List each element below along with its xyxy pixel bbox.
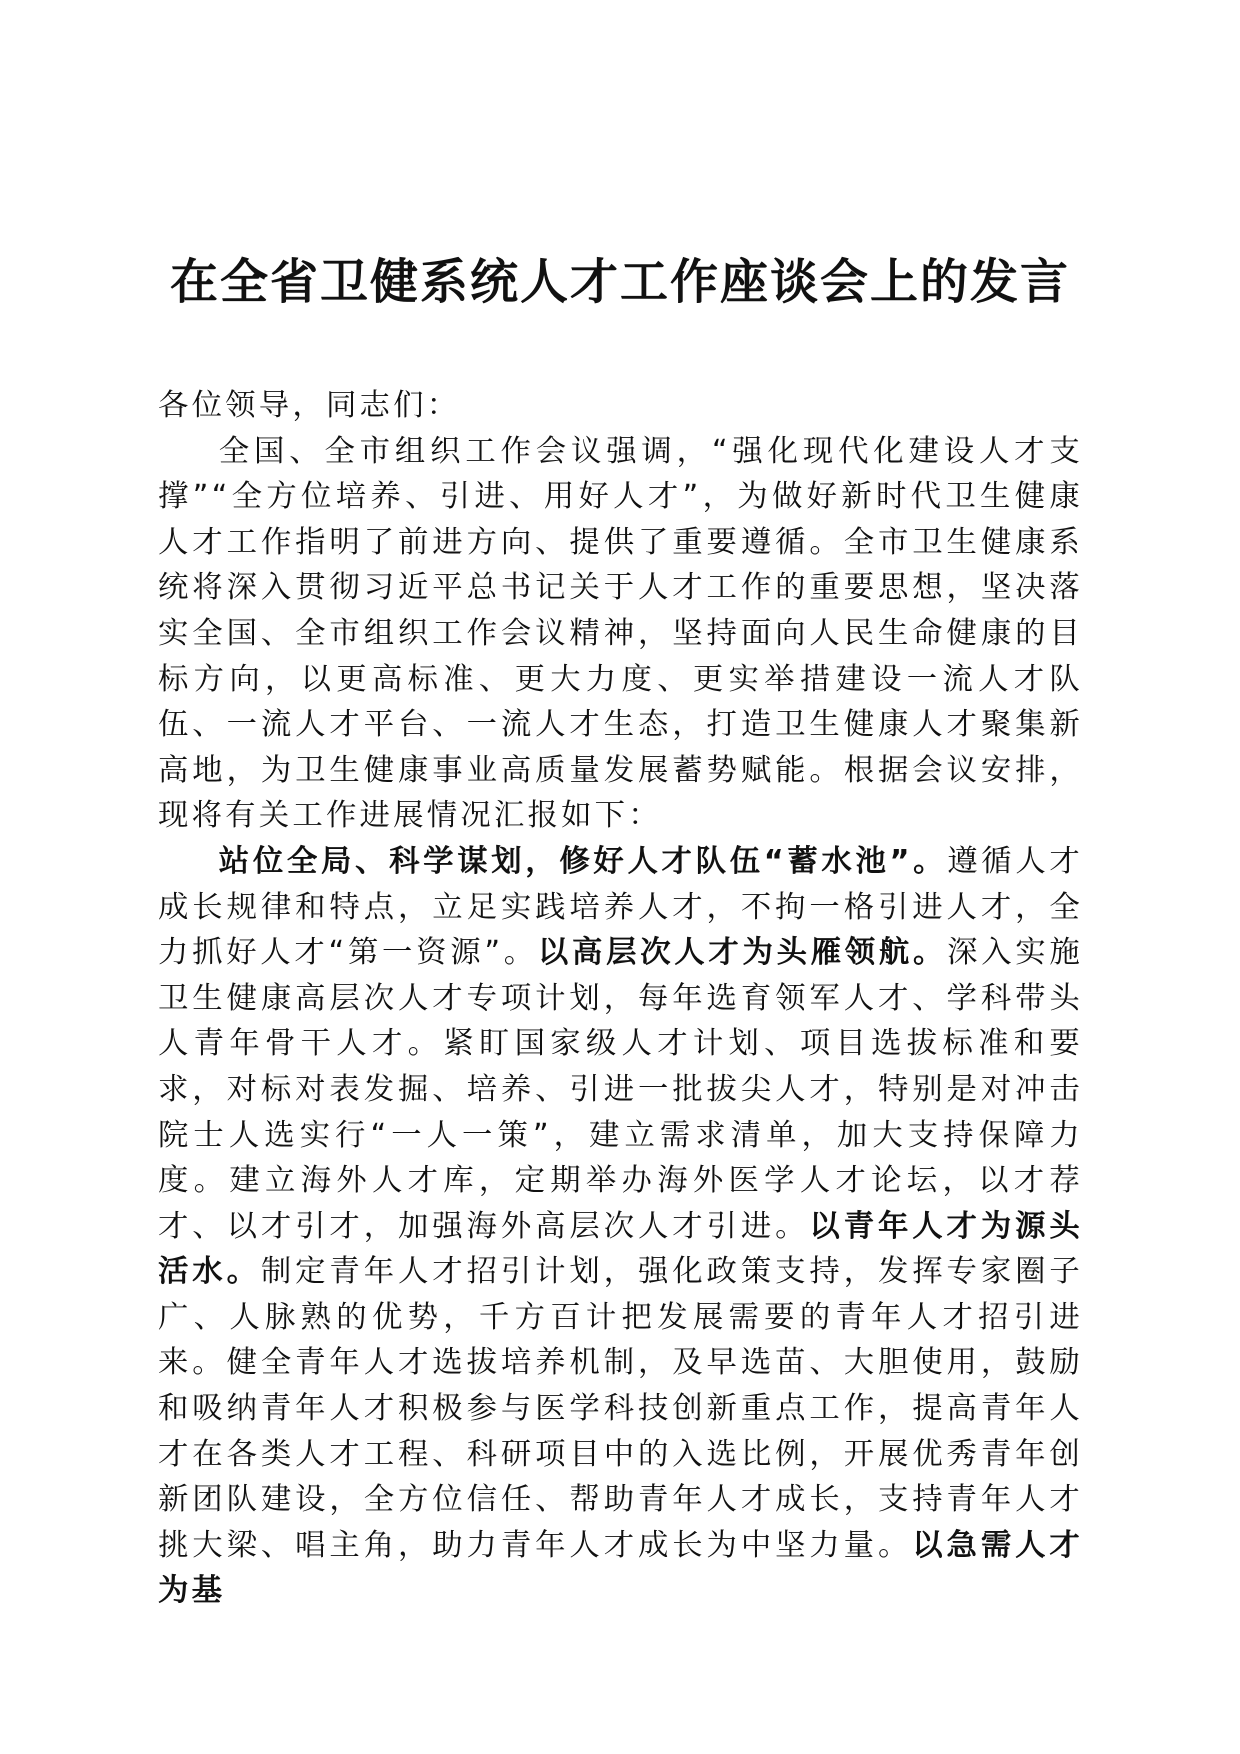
subheading-high-level-talent: 以高层次人才为头雁领航。 <box>537 935 948 971</box>
document-title: 在全省卫健系统人才工作座谈会上的发言 <box>169 254 1070 310</box>
subheading-urgent-talent: 以急需人才为基 <box>158 1527 1083 1609</box>
section-heading: 站位全局、科学谋划，修好人才队伍“蓄水池”。 <box>218 843 948 879</box>
high-level-talent-text: 深入实施卫生健康高层次人才专项计划，每年选育领军人才、学科带头人青年骨干人才。紧盯国家级人才计划、项目选拔标准和要求，对标对表发掘、培养、引进一批拔尖人才，特别是对冲击院士人选实行“一人一策”，建立需求清单，加大支持保障力度。建立海外人才库，定期举办海外医学人才论坛，以才荐才、以才引才，加强海外高层次人才引进。 <box>158 935 1083 1244</box>
document-body <box>158 383 1083 1614</box>
section-text: 遵循人才成长规律和特点，立足实践培养人才，不拘一格引进人才，全力抓好人才“第一资源”。 <box>158 843 1083 971</box>
subheading-young-talent: 以青年人才为源头活水。 <box>158 1208 1083 1290</box>
paragraph-talent-pool <box>158 839 1083 1614</box>
salutation: 各位领导，同志们： <box>158 388 461 423</box>
paragraph-intro: 全国、全市组织工作会议强调，“强化现代化建设人才支撑”“全方位培养、引进、用好人才”，为做好新时代卫生健康人才工作指明了前进方向、提供了重要遵循。全市卫生健康系统将深入贯彻习近平总书记关于人才工作的重要思想，坚决落实全国、全市组织工作会议精神，坚持面向人民生命健康的目标方向，以更高标准、更大力度、更实举措建设一流人才队伍、一流人才平台、一流人才生态，打造卫生健康人才聚集新高地，为卫生健康事业高质量发展蓄势赋能。根据会议安排，现将有关工作进展情况汇报如下： <box>158 433 1083 834</box>
young-talent-text: 制定青年人才招引计划，强化政策支持，发挥专家圈子广、人脉熟的优势，千方百计把发展需要的青年人才招引进来。健全青年人才选拔培养机制，及早选苗、大胆使用，鼓励和吸纳青年人才积极参与医学科技创新重点工作，提高青年人才在各类人才工程、科研项目中的入选比例，开展优秀青年创新团队建设，全方位信任、帮助青年人才成长，支持青年人才挑大梁、唱主角，助力青年人才成长为中坚力量。 <box>158 1254 1083 1563</box>
